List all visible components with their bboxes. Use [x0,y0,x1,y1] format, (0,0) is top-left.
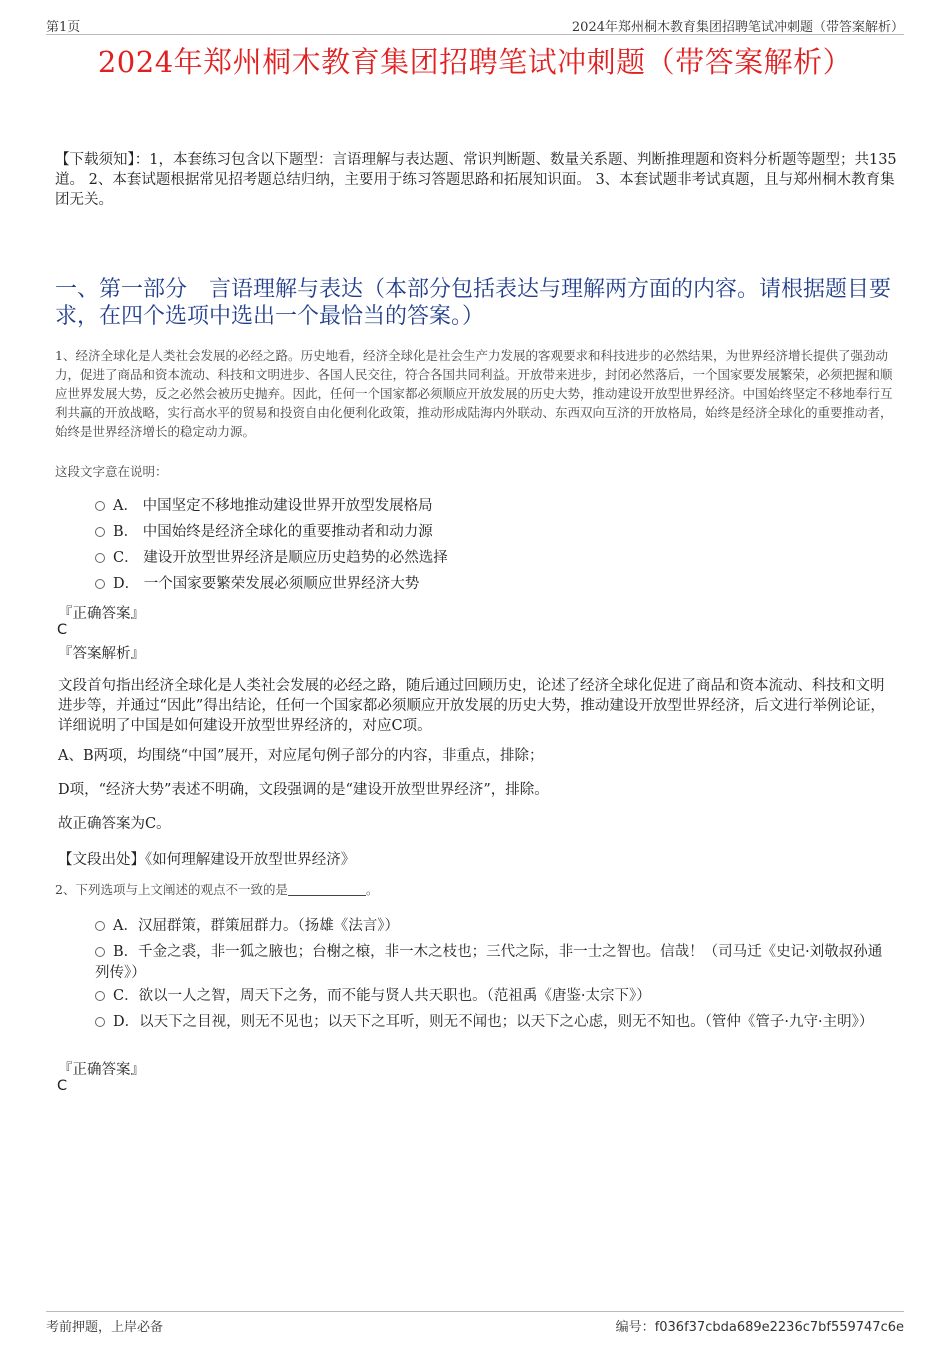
q1-analysis-main: 文段首句指出经济全球化是人类社会发展的必经之路，随后通过回顾历史，论述了经济全球化促进了商品和资本流动、科技和文明进步等，并通过“因此”得出结论，任何一个国家都必须顺应开放发展的历史大势，推动建设开放型世界经济，后文进行举例论证，详细说明了中国是如何建设开放型世界经济的，对应C项。 [58,678,885,734]
q2-option-d[interactable] [95,1012,890,1033]
footer-code [616,1316,904,1335]
radio-icon[interactable] [95,991,105,1001]
q1-analysis-conclusion: 故正确答案为C。 [58,816,171,832]
q1-answer-label: 『正确答案』 [58,606,145,622]
q2-question-end: 。 [365,882,379,897]
q1-analysis-ab: A、B两项，均围绕“中国”展开，对应尾句例子部分的内容，非重点，排除； [58,748,544,764]
radio-icon[interactable] [95,579,105,589]
footer-code-value: f036f37cbda689e2236c7bf559747c6e [654,1320,904,1335]
q2-question [55,880,378,898]
q1-option-d[interactable] [95,574,890,595]
footer-slogan: 考前押题，上岸必备 [46,1320,164,1335]
q1-analysis-label: 『答案解析』 [58,646,145,662]
q2-option-b[interactable] [95,942,890,984]
q1-option-c[interactable] [95,548,890,569]
q2-option-a[interactable] [95,916,890,937]
radio-icon[interactable] [95,947,105,957]
q1-option-a[interactable] [95,496,890,517]
q1-source: 【文段出处】《如何理解建设开放型世界经济》 [58,852,356,868]
q2-option-b-text: B．千金之裘，非一狐之腋也；台榭之榱，非一木之枝也；三代之际，非一士之智也。信哉！（司马迁《史记·刘敬叔孙通列传》） [95,944,883,981]
radio-icon[interactable] [95,553,105,563]
radio-icon[interactable] [95,1017,105,1027]
radio-icon[interactable] [95,921,105,931]
q2-option-a-text: A．汉屈群策，群策屈群力。（扬雄《法言》） [113,918,399,934]
q2-answer: C [57,1078,68,1094]
q2-question-text: 2、下列选项与上文阐述的观点不一致的是 [55,882,288,897]
q1-question: 这段文字意在说明： [55,464,168,479]
radio-icon[interactable] [95,527,105,537]
header-doc-title: 2024年郑州桐木教育集团招聘笔试冲刺题（带答案解析） [571,20,904,35]
footer-code-label: 编号： [615,1320,655,1335]
page-header [46,14,904,35]
page-number: 第1页 [46,20,81,35]
answer-blank [288,883,366,896]
document-title: 2024年郑州桐木教育集团招聘笔试冲刺题（带答案解析） [97,45,853,79]
q1-answer: C [57,622,68,638]
section-heading: 一、第一部分 言语理解与表达（本部分包括表达与理解两方面的内容。请根据题目要求，在四个选项中选出一个最恰当的答案。） [55,277,892,329]
q2-option-c[interactable] [95,986,890,1007]
q1-analysis-d: D项，“经济大势”表述不明确，文段强调的是“建设开放型世界经济”，排除。 [58,782,549,798]
q2-option-c-text: C．欲以一人之智，周天下之务，而不能与贤人共天职也。（范祖禹《唐鉴·太宗下》） [113,988,651,1004]
q1-passage: 1、经济全球化是人类社会发展的必经之路。历史地看，经济全球化是社会生产力发展的客观要求和科技进步的必然结果，为世界经济增长提供了强劲动力，促进了商品和资本流动、科技和文明进步、各国人民交往，符合各国共同利益。开放带来进步，封闭必然落后，一个国家要发展繁荣，必须把握和顺应世界发展大势，反之必然会被历史抛弃。因此，任何一个国家都必须顺应开放发展的历史大势，推动建设开放型世界经济。中国始终坚定不移地奉行互利共赢的开放战略，实行高水平的贸易和投资自由化便利化政策，推动形成陆海内外联动、东西双向互济的开放格局，始终是经济全球化的重要推动者，始终是世界经济增长的稳定动力源。 [55,348,893,439]
q1-option-a-text: A． 中国坚定不移地推动建设世界开放型发展格局 [113,498,433,514]
page-footer [46,1311,904,1334]
download-notice: 【下载须知】：1，本套练习包含以下题型：言语理解与表达题、常识判断题、数量关系题、判断推理题和资料分析题等题型；共135道。 2、本套试题根据常见招考题总结归纳，主要用于练习答题思路和拓展知识面。 3、本套试题非考试真题，且与郑州桐木教育集团无关。 [55,152,897,208]
q1-option-d-text: D． 一个国家要繁荣发展必须顺应世界经济大势 [113,576,420,592]
q2-option-d-text: D．以天下之目视，则无不见也；以天下之耳听，则无不闻也；以天下之心虑，则无不知也。（管仲《管子·九守·主明》） [113,1014,874,1030]
q1-option-b[interactable] [95,522,890,543]
q1-option-c-text: C． 建设开放型世界经济是顺应历史趋势的必然选择 [113,550,448,566]
q2-answer-label: 『正确答案』 [58,1062,145,1078]
radio-icon[interactable] [95,501,105,511]
q1-option-b-text: B． 中国始终是经济全球化的重要推动者和动力源 [113,524,433,540]
